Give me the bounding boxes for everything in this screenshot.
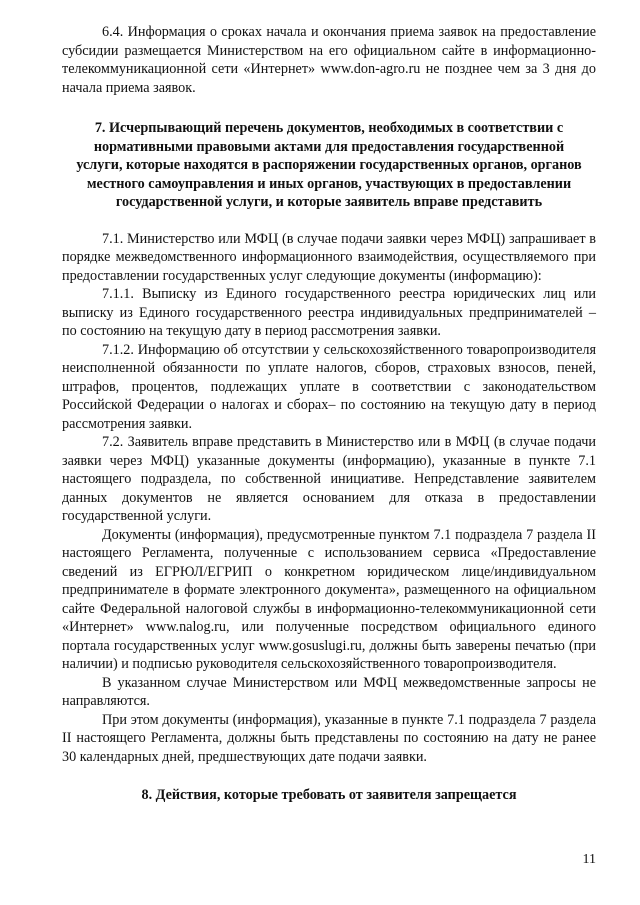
section-8-heading: 8. Действия, которые требовать от заявителя запрещается bbox=[141, 787, 517, 804]
paragraph-6-4: 6.4. Информация о сроках начала и окончания приема заявок на предоставление субсидии размещается Министерством на его официальном сайте в информационно-телекоммуникационной сети «Интернет» www.don-agro.ru не позднее чем за 3 дня до начала приема заявок. bbox=[62, 24, 596, 96]
page-number: 11 bbox=[582, 851, 596, 867]
section-7-heading: 7. Исчерпывающий перечень документов, необходимых в соответствии с нормативными правовыми актами для предоставления государственной услуги, которые находятся в распоряжении государственных органов, органов местного самоуправления и иных органов, участвующих в предоставлении государственной услуги, и которые заявитель вправе представить bbox=[76, 120, 582, 211]
paragraph-7-1: 7.1. Министерство или МФЦ (в случае подачи заявки через МФЦ) запрашивает в порядке межведомственного информационного взаимодействия, осуществляемого при предоставлении государственных услуг следующие документы (информацию): bbox=[62, 230, 596, 284]
paragraph-30-days: При этом документы (информация), указанные в пункте 7.1 подраздела 7 раздела II настоящего Регламента, должны быть представлены по состоянию на дату не ранее 30 календарных дней, предшествующих дате подачи заявки. bbox=[62, 711, 596, 765]
paragraph-7-1-1: 7.1.1. Выписку из Единого государственного реестра юридических лиц или выписку из Единого государственного реестра индивидуальных предпринимателей – по состоянию на текущую дату в период рассмотрения заявки. bbox=[62, 286, 596, 340]
paragraph-7-1-2: 7.1.2. Информацию об отсутствии у сельскохозяйственного товаропроизводителя неисполненной обязанности по уплате налогов, сборов, страховых взносов, пеней, штрафов, процентов, подлежащих уплате в соответствии с законодательством Российской Федерации о налогах и сборах– по состоянию на текущую дату в период рассмотрения заявки. bbox=[62, 341, 596, 432]
paragraph-no-requests: В указанном случае Министерством или МФЦ межведомственные запросы не направляются. bbox=[62, 674, 596, 710]
paragraph-7-2: 7.2. Заявитель вправе представить в Министерство или в МФЦ (в случае подачи заявки через МФЦ) указанные документы (информацию), указанные в пункте 7.1 настоящего подраздела, по собственной инициативе. Непредставление заявителем данных документов не является основанием для отказа в предоставлении государственной услуги. bbox=[62, 434, 596, 525]
paragraph-documents-egrul: Документы (информация), предусмотренные пунктом 7.1 подраздела 7 раздела II настоящего Регламента, полученные с использованием сервиса «Предоставление сведений из ЕГРЮЛ/ЕГРИП о конкретном юридическом лице/индивидуальном предпринимателе в формате электронного документа», размещенного на официальном сайте Федеральной налоговой службы в информационно-телекоммуникационной сети «Интернет» www.nalog.ru, или полученные посредством официального единого портала государственных услуг www.gosuslugi.ru, должны быть заверены печатью (при наличии) и подписью руководителя сельскохозяйственного товаропроизводителя. bbox=[62, 526, 596, 673]
